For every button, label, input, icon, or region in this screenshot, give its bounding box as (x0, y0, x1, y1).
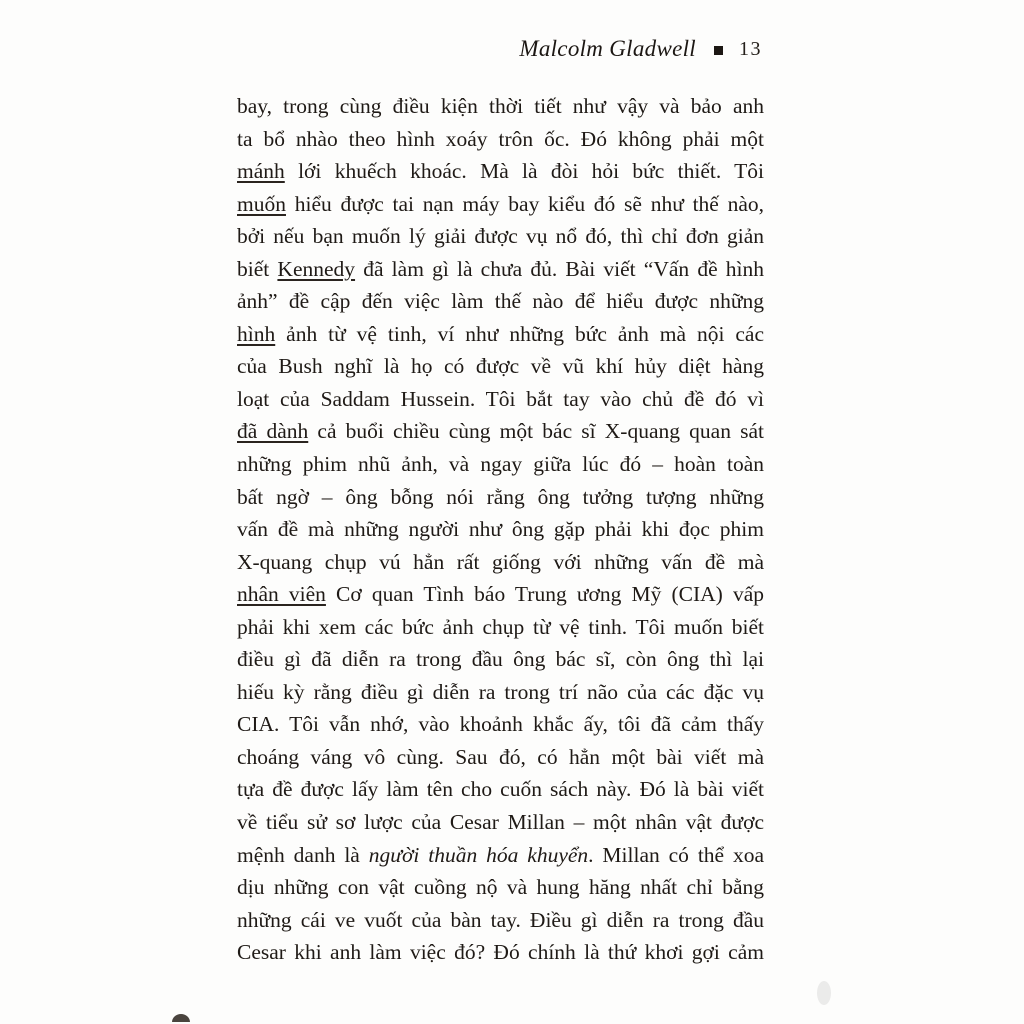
text-line (237, 220, 764, 253)
text-segment: hiếu kỳ rằng điều gì diễn ra trong trí não của các đặc vụ (237, 679, 764, 704)
text-segment-underline: Kennedy (277, 256, 356, 281)
text-line (237, 708, 764, 741)
text-segment-underline: hình (237, 321, 276, 346)
text-segment: ta bổ nhào theo hình xoáy trôn ốc. Đó không phải một (237, 126, 764, 151)
text-segment: X-quang chụp vú hẳn rất giống với những vấn đề mà (237, 549, 764, 574)
text-segment: cả buổi chiều cùng một bác sĩ X-quang quan sát (308, 419, 764, 444)
text-segment: mệnh danh là (237, 842, 369, 867)
text-segment: phải khi xem các bức ảnh chụp từ vệ tinh. Tôi muốn biết (237, 614, 764, 639)
text-segment: lới khuếch khoác. Mà là đòi hỏi bức thiết. Tôi (284, 159, 764, 184)
text-segment: Cesar khi anh làm việc đó? Đó chính là thứ khơi gợi cảm (237, 940, 764, 965)
text-segment: CIA. Tôi vẫn nhớ, vào khoảnh khắc ấy, tôi đã cảm thấy (237, 712, 764, 737)
text-segment-underline: đã dành (237, 419, 309, 444)
text-segment: ảnh từ vệ tinh, ví như những bức ảnh mà nội các (275, 321, 764, 346)
text-segment: dịu những con vật cuồng nộ và hung hăng nhất chỉ bằng (237, 875, 764, 900)
text-segment-underline: nhân viên (237, 582, 326, 607)
text-line (237, 481, 764, 514)
text-line (237, 806, 764, 839)
text-segment: bởi nếu bạn muốn lý giải được vụ nổ đó, thì chỉ đơn giản (237, 224, 764, 249)
text-segment: tựa đề được lấy làm tên cho cuốn sách này. Đó là bài viết (237, 777, 764, 802)
text-line (237, 415, 764, 448)
text-line (237, 871, 764, 904)
text-segment-underline: mánh (237, 159, 285, 184)
text-line (237, 123, 764, 156)
text-line (237, 318, 764, 351)
text-segment-italic: người thuần hóa khuyển (368, 842, 589, 867)
text-line (237, 839, 764, 872)
text-line (237, 676, 764, 709)
body-text-block (237, 90, 764, 969)
text-segment: đã làm gì là chưa đủ. Bài viết “Vấn đề hình (355, 256, 765, 281)
text-segment: choáng váng vô cùng. Sau đó, có hẳn một bài viết mà (237, 744, 764, 769)
text-line (237, 741, 764, 774)
text-line (237, 253, 764, 286)
cropped-next-line-glyph (172, 1014, 190, 1022)
running-header-author: Malcolm Gladwell (519, 36, 696, 61)
text-segment: biết (237, 256, 278, 281)
text-segment: vấn đề mà những người như ông gặp phải khi đọc phim (237, 517, 764, 542)
scan-smudge (817, 981, 831, 1005)
text-segment: loạt của Saddam Hussein. Tôi bắt tay vào chủ đề đó vì (237, 386, 764, 411)
text-line (237, 936, 764, 969)
text-segment: bay, trong cùng điều kiện thời tiết như vậy và bảo anh (237, 94, 764, 118)
page-number: 13 (739, 37, 762, 60)
text-segment: của Bush nghĩ là họ có được về vũ khí hủy diệt hàng (237, 354, 764, 379)
text-line (237, 513, 764, 546)
text-line (237, 546, 764, 579)
text-segment: những cái ve vuốt của bàn tay. Điều gì diễn ra trong đầu (237, 907, 764, 932)
text-line (237, 578, 764, 611)
text-segment: bất ngờ – ông bỗng nói rằng ông tưởng tượng những (237, 484, 764, 509)
text-line (237, 611, 764, 644)
text-line (237, 350, 764, 383)
running-header (519, 36, 762, 62)
text-line (237, 448, 764, 481)
text-line (237, 155, 764, 188)
text-segment: Cơ quan Tình báo Trung ương Mỹ (CIA) vấp (325, 582, 764, 607)
text-segment-underline: muốn (237, 191, 286, 216)
text-segment: những phim nhũ ảnh, và ngay giữa lúc đó – hoàn toàn (237, 452, 764, 477)
text-segment: hiểu được tai nạn máy bay kiểu đó sẽ như thế nào, (285, 191, 764, 216)
text-segment: về tiểu sử sơ lược của Cesar Millan – một nhân vật được (237, 810, 764, 835)
text-line (237, 383, 764, 416)
text-line (237, 773, 764, 806)
text-segment: ảnh” đề cập đến việc làm thế nào để hiểu được những (237, 289, 764, 314)
text-segment: . Millan có thể xoa (588, 842, 765, 867)
text-line (237, 643, 764, 676)
text-line (237, 90, 764, 123)
text-segment: điều gì đã diễn ra trong đầu ông bác sĩ, còn ông thì lại (237, 647, 764, 672)
text-line (237, 904, 764, 937)
text-line (237, 285, 764, 318)
text-line (237, 188, 764, 221)
header-square-bullet-icon (714, 46, 723, 55)
